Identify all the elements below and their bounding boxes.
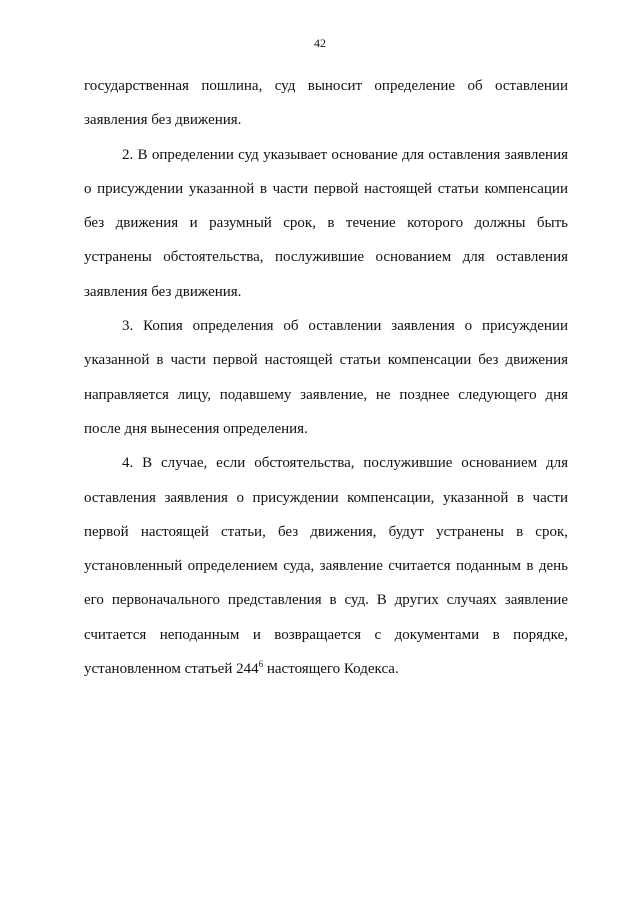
page-number: 42 — [314, 36, 326, 50]
paragraph-4-text: 4. В случае, если обстоятельства, послужившие основанием для оставления заявления о присуждении компенсации, указанной в части первой настоящей статьи, без движения, будут устранены в срок, установленный определением суда, заявление считается поданным в день его первоначального представления в суд. В других случаях заявление считается неподанным и возвращается с документами в порядке, установленном статьей 244 — [84, 455, 568, 678]
paragraph-continuation: государственная пошлина, суд выносит определение об оставлении заявления без движения. — [84, 78, 568, 129]
paragraph-4-ending: настоящего Кодекса. — [263, 661, 399, 678]
paragraph-2: 2. В определении суд указывает основание для оставления заявления о присуждении указанной в части первой настоящей статьи компенсации без движения и разумный срок, в течение которого должны быть устранены обстоятельства, послужившие основанием для оставления заявления без движения. — [84, 146, 568, 300]
paragraph-3: 3. Копия определения об оставлении заявления о присуждении указанной в части первой настоящей статьи компенсации без движения направляется лицу, подавшему заявление, не позднее следующего дня после дня вынесения определения. — [84, 318, 568, 437]
document-body — [84, 69, 568, 686]
paragraph-4 — [84, 446, 568, 686]
article-superscript: 6 — [258, 659, 264, 670]
